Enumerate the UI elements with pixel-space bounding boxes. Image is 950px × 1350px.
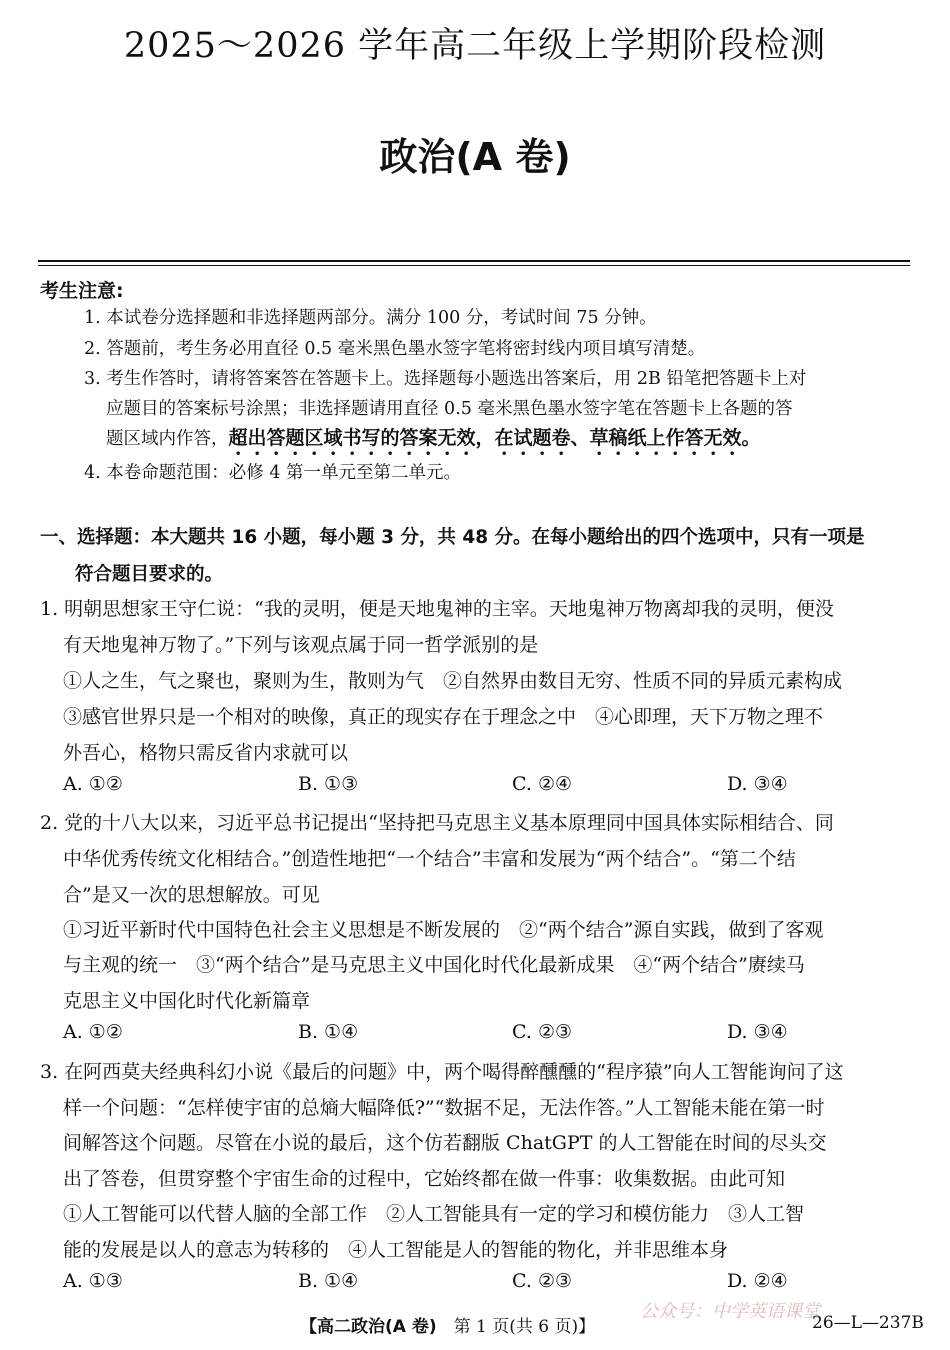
footer-subject: 【高二政治(A 卷): [300, 1317, 437, 1337]
watermark: 公众号：中学英语课堂: [640, 1301, 820, 1322]
q1-option-c: C. ②④: [512, 773, 573, 795]
q3-line3: 间解答这个问题。尽管在小说的最后，这个仿若翻版 ChatGPT 的人工智能在时间的尽头交: [63, 1132, 827, 1154]
notice-item-3-cont: 应题目的答案标号涂黑；非选择题请用直径 0.5 毫米黑色墨水签字笔在答题卡上各题的答: [106, 399, 793, 419]
q2-line5: 与主观的统一 ③“两个结合”是马克思主义中国化时代化最新成果 ④“两个结合”赓续马: [63, 954, 805, 976]
q3-option-c: C. ②③: [512, 1270, 573, 1292]
notice-item-3-last: [106, 423, 761, 460]
double-rule-bottom: [38, 265, 910, 266]
q2-option-d: D. ③④: [727, 1021, 788, 1043]
q3-line2: 样一个问题：“怎样使宇宙的总熵大幅降低?”“数据不足，无法作答。”人工智能未能在第一时: [63, 1097, 825, 1119]
footer-code: 26—L—237B: [812, 1313, 924, 1333]
subject-title: 政治(A 卷): [379, 135, 571, 179]
q1-option-b: B. ①③: [298, 773, 359, 795]
notice-emphasis: 超出答题区域书写的答案无效，在试题卷、草稿纸上作答无效。: [228, 427, 761, 449]
notice-item-1: 1. 本试卷分选择题和非选择题两部分。满分 100 分，考试时间 75 分钟。: [84, 308, 657, 328]
notice-item-2: 2. 答题前，考生务必用直径 0.5 毫米黑色墨水签字笔将密封线内项目填写清楚。: [84, 339, 706, 359]
q1-line2: 有天地鬼神万物了。”下列与该观点属于同一哲学派别的是: [63, 634, 539, 656]
notice-item-3-tail: 题区域内作答，: [106, 429, 229, 449]
q2-option-b: B. ①④: [298, 1021, 359, 1043]
q2-line1: 2. 党的十八大以来，习近平总书记提出“坚持把马克思主义基本原理同中国具体实际相结合、同: [40, 812, 834, 834]
q3-option-a: A. ①③: [63, 1270, 123, 1292]
q2-option-c: C. ②③: [512, 1021, 573, 1043]
q3-line5: ①人工智能可以代替人脑的全部工作 ②人工智能具有一定的学习和模仿能力 ③人工智: [63, 1203, 805, 1225]
q3-option-b: B. ①④: [298, 1270, 359, 1292]
q1-line4: ③感官世界只是一个相对的映像，真正的现实存在于理念之中 ④心即理，天下万物之理不: [63, 706, 824, 728]
q1-option-a: A. ①②: [63, 773, 123, 795]
q1-line3: ①人之生，气之聚也，聚则为生，散则为气 ②自然界由数目无穷、性质不同的异质元素构成: [63, 670, 843, 692]
double-rule-top: [38, 260, 910, 262]
notice-item-3: 3. 考生作答时，请将答案答在答题卡上。选择题每小题选出答案后，用 2B 铅笔把答题卡上对: [84, 369, 807, 389]
q2-line2: 中华优秀传统文化相结合。”创造性地把“一个结合”丰富和发展为“两个结合”。“第二个结: [63, 848, 796, 870]
section-heading-line2: 符合题目要求的。: [75, 564, 224, 585]
page-footer: [300, 1312, 595, 1337]
q3-line1: 3. 在阿西莫夫经典科幻小说《最后的问题》中，两个喝得醉醺醺的“程序猿”向人工智能询问了这: [40, 1061, 844, 1083]
notice-heading: 考生注意:: [40, 280, 124, 302]
section-heading-line1: 一、选择题：本大题共 16 小题，每小题 3 分，共 48 分。在每小题给出的四个选项中，只有一项是: [40, 527, 865, 548]
q2-line4: ①习近平新时代中国特色社会主义思想是不断发展的 ②“两个结合”源自实践，做到了客观: [63, 919, 824, 941]
q1-line1: 1. 明朝思想家王守仁说：“我的灵明，便是天地鬼神的主宰。天地鬼神万物离却我的灵明，便没: [40, 598, 834, 620]
q2-option-a: A. ①②: [63, 1021, 123, 1043]
q2-line3: 合”是又一次的思想解放。可见: [63, 884, 320, 906]
q3-option-d: D. ②④: [727, 1270, 788, 1292]
q2-line6: 克思主义中国化时代化新篇章: [63, 990, 311, 1012]
footer-page-number: 第 1 页(共 6 页)】: [436, 1317, 596, 1337]
notice-item-4: 4. 本卷命题范围：必修 4 第一单元至第二单元。: [84, 463, 462, 483]
q3-line4: 出了答卷，但贯穿整个宇宙生命的过程中，它始终都在做一件事：收集数据。由此可知: [63, 1168, 786, 1190]
exam-title: 2025～2026 学年高二年级上学期阶段检测: [123, 26, 827, 66]
q1-option-d: D. ③④: [727, 773, 788, 795]
q3-line6: 能的发展是以人的意志为转移的 ④人工智能是人的智能的物化，并非思维本身: [63, 1239, 729, 1261]
q1-line5: 外吾心，格物只需反省内求就可以: [63, 742, 349, 764]
